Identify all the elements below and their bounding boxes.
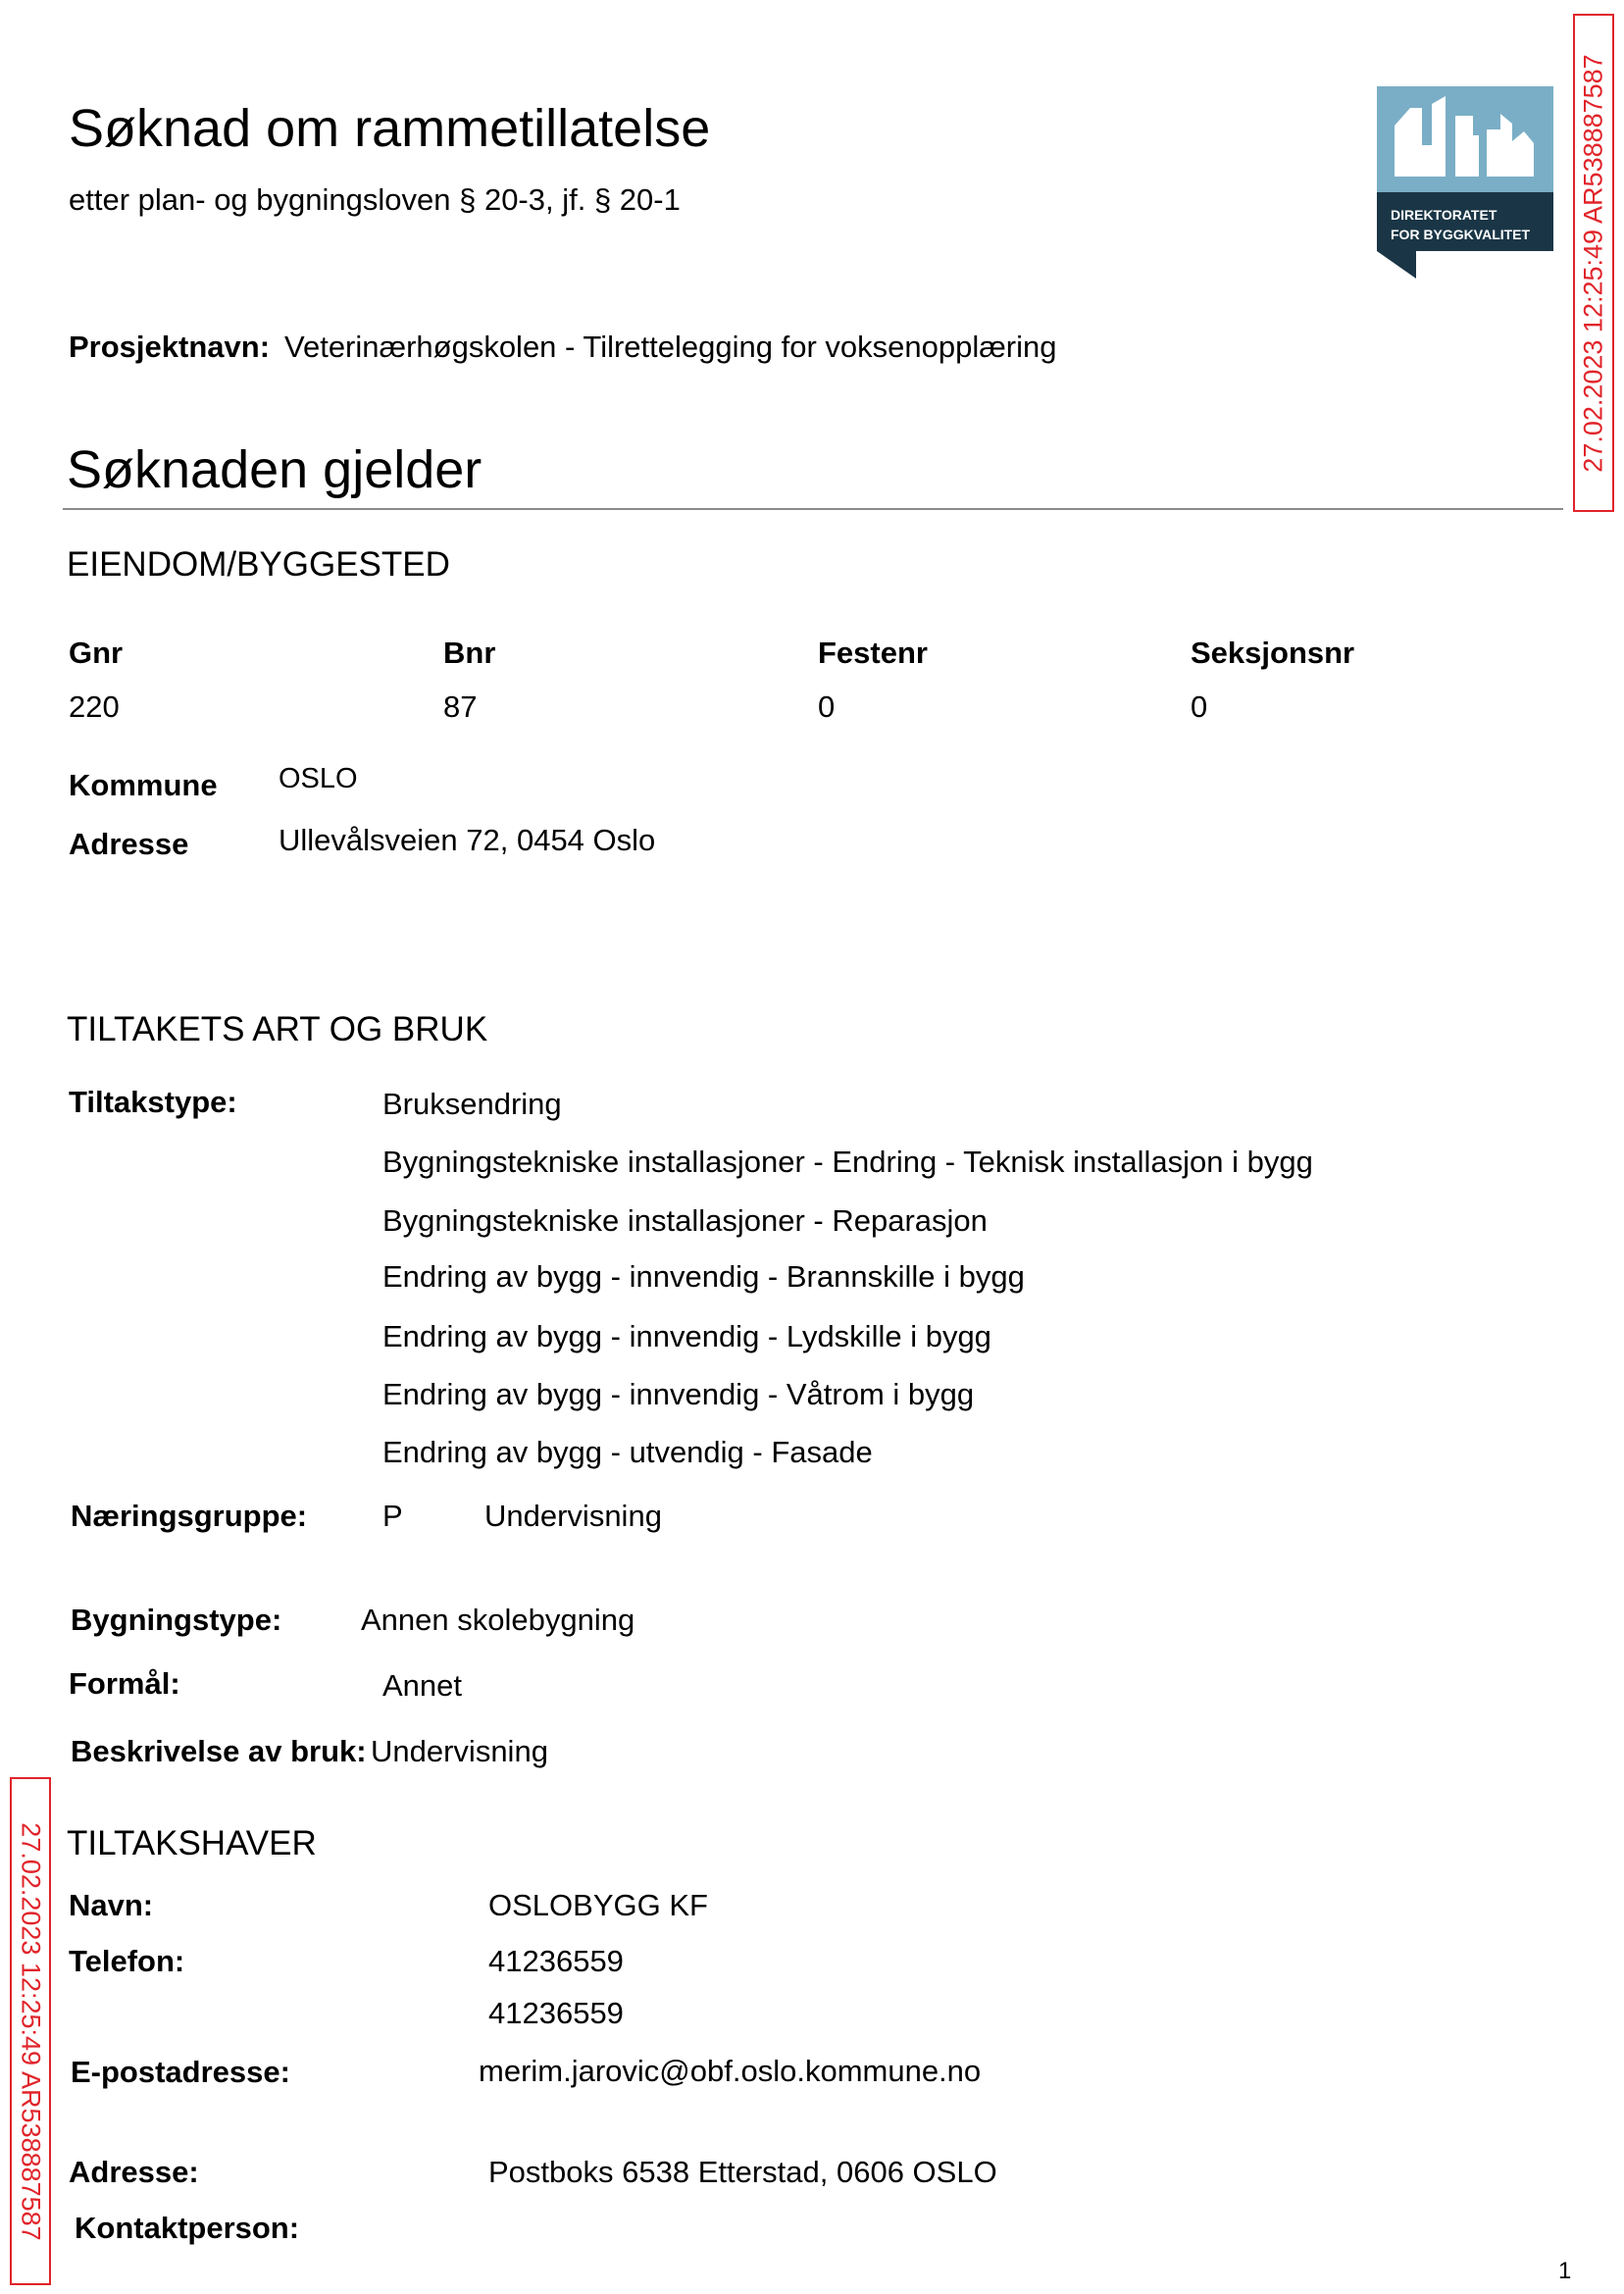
formal-value: Annet bbox=[382, 1668, 463, 1703]
kommune-label: Kommune bbox=[69, 768, 218, 802]
tiltakshaver-heading: TILTAKSHAVER bbox=[67, 1824, 317, 1862]
telefon-value: 41236559 bbox=[488, 1944, 624, 1978]
bnr-value: 87 bbox=[443, 689, 478, 724]
bygningstype-label: Bygningstype: bbox=[71, 1603, 282, 1637]
adresse-label: Adresse bbox=[69, 827, 189, 861]
date-stamp-top-text: 27.02.2023 12:25:49 AR538887587 bbox=[1578, 53, 1608, 473]
tiltakstype-item: Endring av bygg - utvendig - Fasade bbox=[382, 1435, 873, 1469]
tiltakstype-item: Endring av bygg - innvendig - Brannskille i bygg bbox=[382, 1259, 1025, 1294]
page-title: Søknad om rammetillatelse bbox=[69, 99, 711, 158]
eiendom-heading: EIENDOM/BYGGESTED bbox=[67, 545, 450, 584]
naeringsgruppe-code: P bbox=[382, 1499, 403, 1533]
date-stamp-top bbox=[1573, 14, 1614, 512]
kontaktperson-label: Kontaktperson: bbox=[75, 2211, 300, 2245]
bygningstype-value: Annen skolebygning bbox=[361, 1603, 635, 1637]
tiltakstype-item: Bygningstekniske installasjoner - Reparasjon bbox=[382, 1203, 988, 1238]
festenr-value: 0 bbox=[818, 689, 836, 724]
section-title: Søknaden gjelder bbox=[67, 440, 482, 499]
seksjonsnr-label: Seksjonsnr bbox=[1191, 636, 1355, 670]
tiltak-heading: TILTAKETS ART OG BRUK bbox=[67, 1010, 488, 1048]
formal-label: Formål: bbox=[69, 1666, 180, 1701]
dibk-logo bbox=[1377, 86, 1553, 279]
adresse-value: Ullevålsveien 72, 0454 Oslo bbox=[279, 823, 656, 857]
epost-label: E-postadresse: bbox=[71, 2055, 290, 2089]
gnr-value: 220 bbox=[69, 689, 120, 724]
tiltakshaver-adresse-value: Postboks 6538 Etterstad, 0606 OSLO bbox=[488, 2155, 997, 2189]
tiltakstype-item: Bygningstekniske installasjoner - Endring - Teknisk installasjon i bygg bbox=[382, 1145, 1313, 1179]
tiltakstype-item: Endring av bygg - innvendig - Våtrom i bygg bbox=[382, 1377, 975, 1411]
navn-value: OSLOBYGG KF bbox=[488, 1888, 708, 1922]
telefon-label: Telefon: bbox=[69, 1944, 185, 1978]
page-number: 1 bbox=[1558, 2258, 1572, 2284]
naeringsgruppe-value: Undervisning bbox=[484, 1499, 662, 1533]
seksjonsnr-value: 0 bbox=[1191, 689, 1208, 724]
gnr-label: Gnr bbox=[69, 636, 124, 670]
bnr-label: Bnr bbox=[443, 636, 496, 670]
festenr-label: Festenr bbox=[818, 636, 928, 670]
tiltakstype-item: Endring av bygg - innvendig - Lydskille i bygg bbox=[382, 1319, 991, 1353]
tiltakstype-label: Tiltakstype: bbox=[69, 1085, 237, 1119]
telefon-value: 41236559 bbox=[488, 1996, 624, 2030]
section-divider bbox=[63, 508, 1563, 510]
dibk-logo-icon bbox=[1377, 86, 1553, 279]
naeringsgruppe-label: Næringsgruppe: bbox=[71, 1499, 308, 1533]
beskrivelse-value: Undervisning bbox=[371, 1734, 548, 1768]
page-subtitle: etter plan- og bygningsloven § 20-3, jf. § 20-1 bbox=[69, 182, 681, 217]
kommune-value: OSLO bbox=[279, 763, 358, 794]
navn-label: Navn: bbox=[69, 1888, 154, 1922]
project-value: Veterinærhøgskolen - Tilrettelegging for voksenopplæring bbox=[284, 330, 1057, 364]
logo-line-1: DIREKTORATET bbox=[1391, 207, 1497, 223]
tiltakshaver-adresse-label: Adresse: bbox=[69, 2155, 199, 2189]
epost-value: merim.jarovic@obf.oslo.kommune.no bbox=[479, 2054, 982, 2088]
date-stamp-left-text: 27.02.2023 12:25:49 AR538887587 bbox=[16, 1821, 46, 2241]
date-stamp-left bbox=[10, 1777, 51, 2285]
logo-line-2: FOR BYGGKVALITET bbox=[1391, 227, 1531, 242]
beskrivelse-label: Beskrivelse av bruk: bbox=[71, 1734, 367, 1768]
tiltakstype-item: Bruksendring bbox=[382, 1087, 562, 1121]
project-label: Prosjektnavn: bbox=[69, 330, 271, 364]
